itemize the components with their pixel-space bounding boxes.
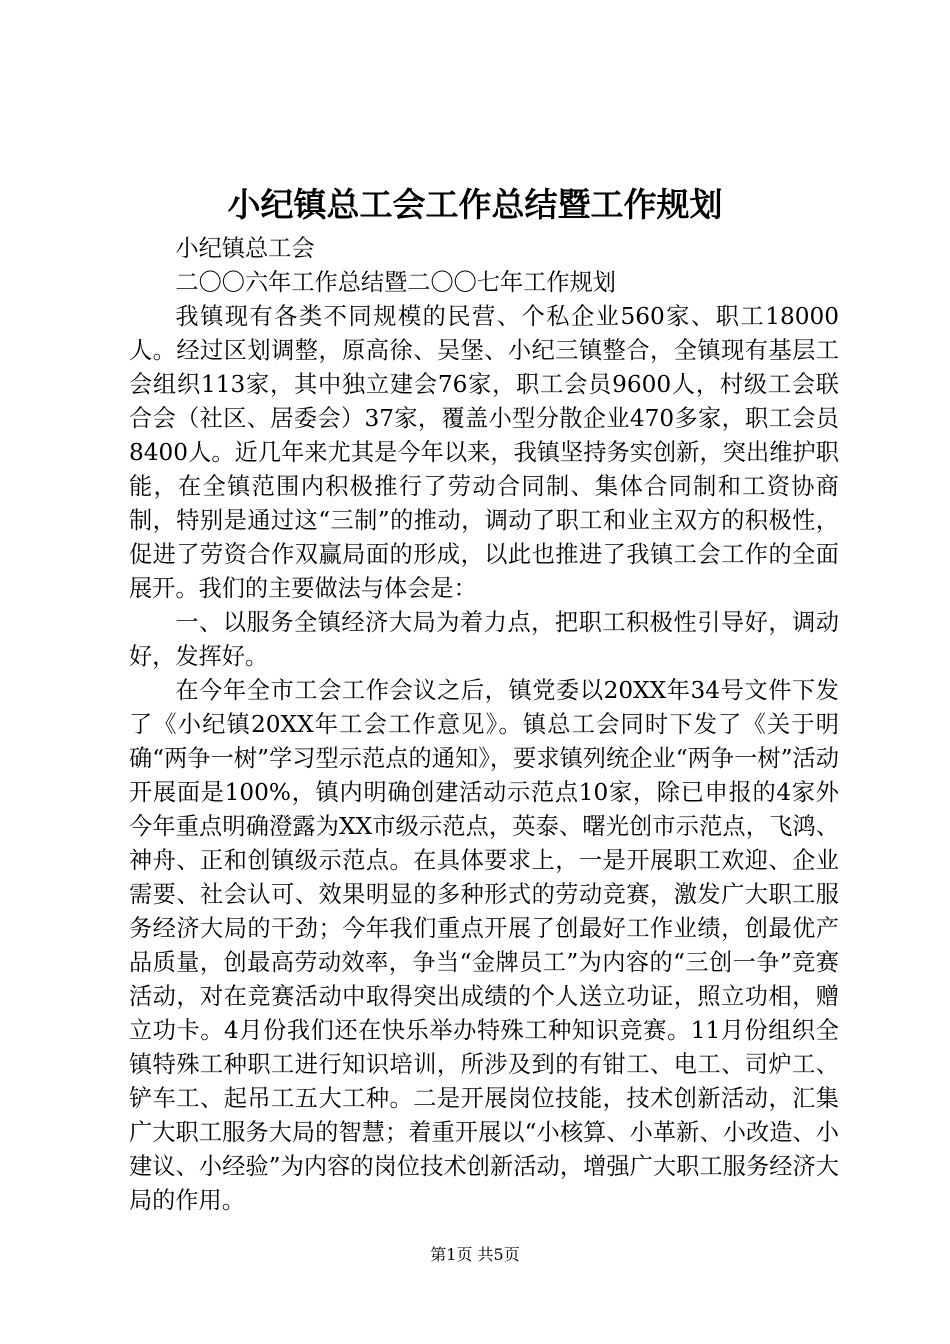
- paragraph-section-one-body: 在今年全市工会工作会议之后，镇党委以20XX年34号文件下发了《小纪镇20XX年工会工作意见》。镇总工会同时下发了《关于明确“两争一树”学习型示范点的通知》，要求镇列统企业“两争一树”活动开展面是100%，镇内明确创建活动示范点10家，除已申报的4家外今年重点明确澄露为XX市级示范点，英泰、曙光创市示范点，飞鸿、神舟、正和创镇级示范点。在具体要求上，一是开展职工欢迎、企业需要、社会认可、效果明显的多种形式的劳动竞赛，激发广大职工服务经济大局的干劲；今年我们重点开展了创最好工作业绩，创最优产品质量，创最高劳动效率，争当“金牌员工”为内容的“三创一争”竞赛活动，对在竞赛活动中取得突出成绩的个人送立功证，照立功相，赠立功卡。4月份我们还在快乐举办特殊工种知识竞赛。11月份组织全镇特殊工种职工进行知识培训，所涉及到的有钳工、电工、司炉工、铲车工、起吊工五大工种。二是开展岗位技能，技术创新活动，汇集广大职工服务大局的智慧；着重开展以“小核算、小革新、小改造、小建议、小经验”为内容的岗位技术创新活动，增强广大职工服务经济大局的作用。: [129, 677, 839, 1214]
- paragraph-overview: 我镇现有各类不同规模的民营、个私企业560家、职工18000人。经过区划调整，原高徐、吴堡、小纪三镇整合，全镇现有基层工会组织113家，其中独立建会76家，职工会员9600人，村级工会联合会（社区、居委会）37家，覆盖小型分散企业470多家，职工会员8400人。近几年来尤其是今年以来，我镇坚持务实创新，突出维护职能，在全镇范围内积极推行了劳动合同制、集体合同制和工资协商制，特别是通过这“三制”的推动，调动了职工和业主双方的积极性，促进了劳资合作双赢局面的形成，以此也推进了我镇工会工作的全面展开。我们的主要做法与体会是：: [129, 303, 839, 602]
- paragraph-organization: 小纪镇总工会: [175, 235, 315, 262]
- paragraph-section-one-heading: 一、以服务全镇经济大局为着力点，把职工积极性引导好，调动好，发挥好。: [129, 609, 839, 670]
- paragraph-subtitle: 二〇〇六年工作总结暨二〇〇七年工作规划: [175, 269, 616, 296]
- page-number-footer: 第1页 共5页: [430, 1245, 520, 1264]
- document-body: [129, 232, 839, 1218]
- document-title: 小纪镇总工会工作总结暨工作规划: [227, 185, 723, 224]
